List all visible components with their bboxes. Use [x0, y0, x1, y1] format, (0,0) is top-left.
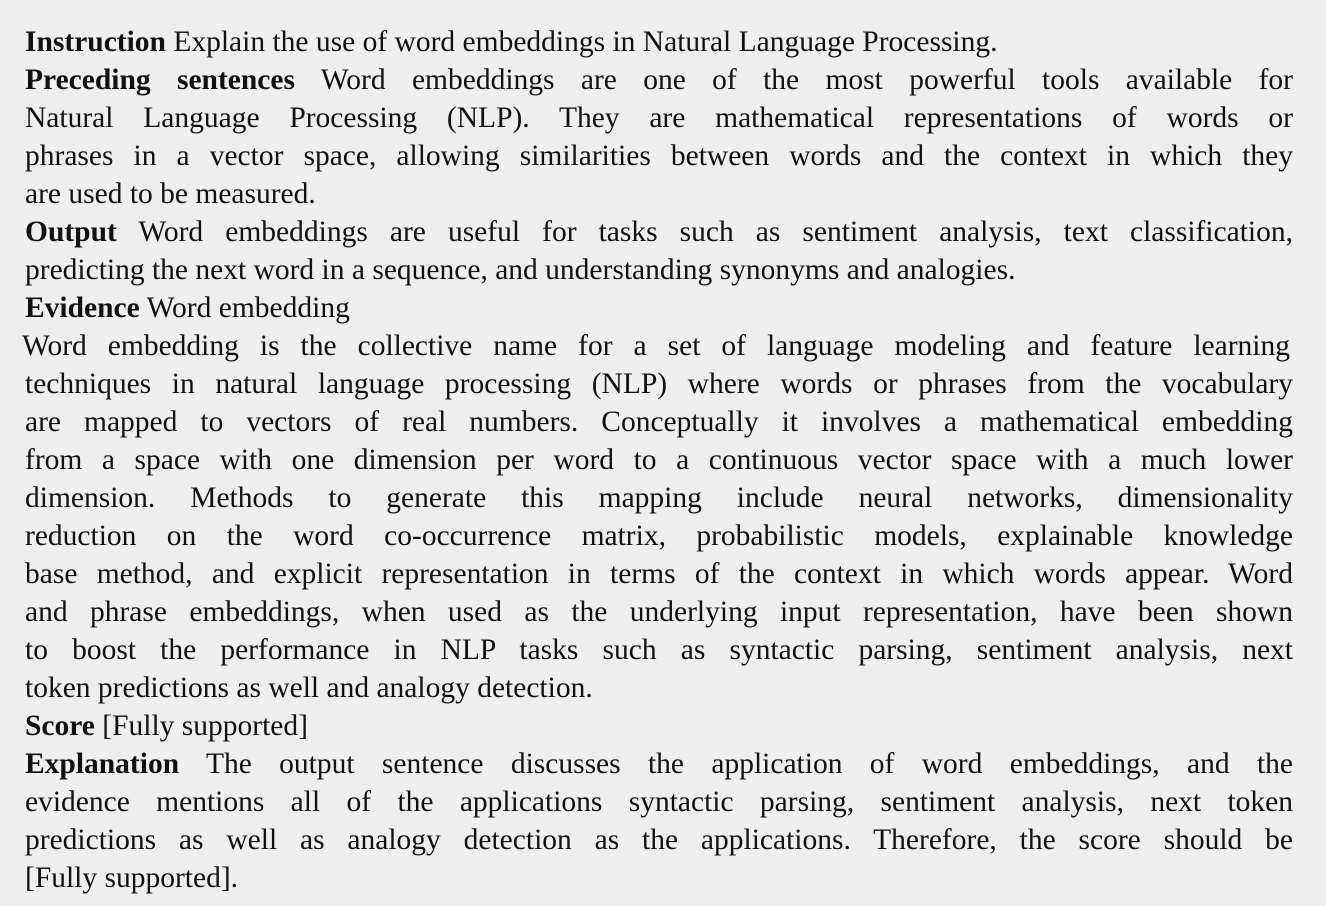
document: [22, 23, 1294, 897]
evidence-line: from a space with one dimension per word to a continuous vector space with a much lower: [25, 444, 1293, 476]
explanation-line: [Fully supported].: [25, 862, 239, 894]
preceding-line: are used to be measured.: [25, 178, 316, 210]
evidence-heading: [25, 289, 1293, 327]
evidence-line: reduction on the word co-occurrence matrix, probabilistic models, explainable knowledge: [25, 520, 1293, 552]
instruction-text: Explain the use of word embeddings in Natural Language Processing.: [173, 26, 998, 58]
output-line: predicting the next word in a sequence, and understanding synonyms and analogies.: [25, 254, 1016, 286]
evidence-line: techniques in natural language processing (NLP) where words or phrases from the vocabulary: [25, 368, 1293, 400]
evidence-line: base method, and explicit representation in terms of the context in which words appear. Word: [25, 558, 1293, 590]
evidence-title: Word embedding: [146, 292, 350, 324]
instruction-line: [25, 23, 1293, 61]
evidence-line: to boost the performance in NLP tasks such as syntactic parsing, sentiment analysis, next: [25, 634, 1293, 666]
score-line: [25, 707, 1293, 745]
output-label: Output: [25, 216, 117, 248]
preceding-line: phrases in a vector space, allowing similarities between words and the context in which they: [25, 140, 1293, 172]
output-line: [25, 213, 1293, 251]
explanation-label: Explanation: [25, 748, 180, 780]
evidence-line: are mapped to vectors of real numbers. Conceptually it involves a mathematical embedding: [25, 406, 1293, 438]
output-text: Word embeddings are useful for tasks such as sentiment analysis, text classification,: [138, 216, 1293, 248]
instruction-label: Instruction: [25, 26, 166, 58]
explanation-line: [25, 745, 1293, 783]
explanation-text: The output sentence discusses the application of word embeddings, and the: [205, 748, 1294, 780]
preceding-line: Natural Language Processing (NLP). They are mathematical representations of words or: [25, 102, 1293, 134]
explanation-line: evidence mentions all of the applications syntactic parsing, sentiment analysis, next token: [25, 786, 1293, 818]
evidence-line: and phrase embeddings, when used as the underlying input representation, have been shown: [25, 596, 1293, 628]
evidence-label: Evidence: [25, 292, 140, 324]
explanation-line: predictions as well as analogy detection as the applications. Therefore, the score should be: [25, 824, 1293, 856]
preceding-label: Preceding sentences: [25, 64, 295, 96]
preceding-text: Word embeddings are one of the most powerful tools available for: [320, 64, 1293, 96]
evidence-line: Word embedding is the collective name for a set of language modeling and feature learning: [22, 330, 1290, 362]
score-value: [Fully supported]: [102, 710, 308, 742]
evidence-line: dimension. Methods to generate this mapping include neural networks, dimensionality: [25, 482, 1293, 514]
score-label: Score: [25, 710, 95, 742]
evidence-line: token predictions as well and analogy detection.: [25, 672, 593, 704]
preceding-line: [25, 61, 1293, 99]
